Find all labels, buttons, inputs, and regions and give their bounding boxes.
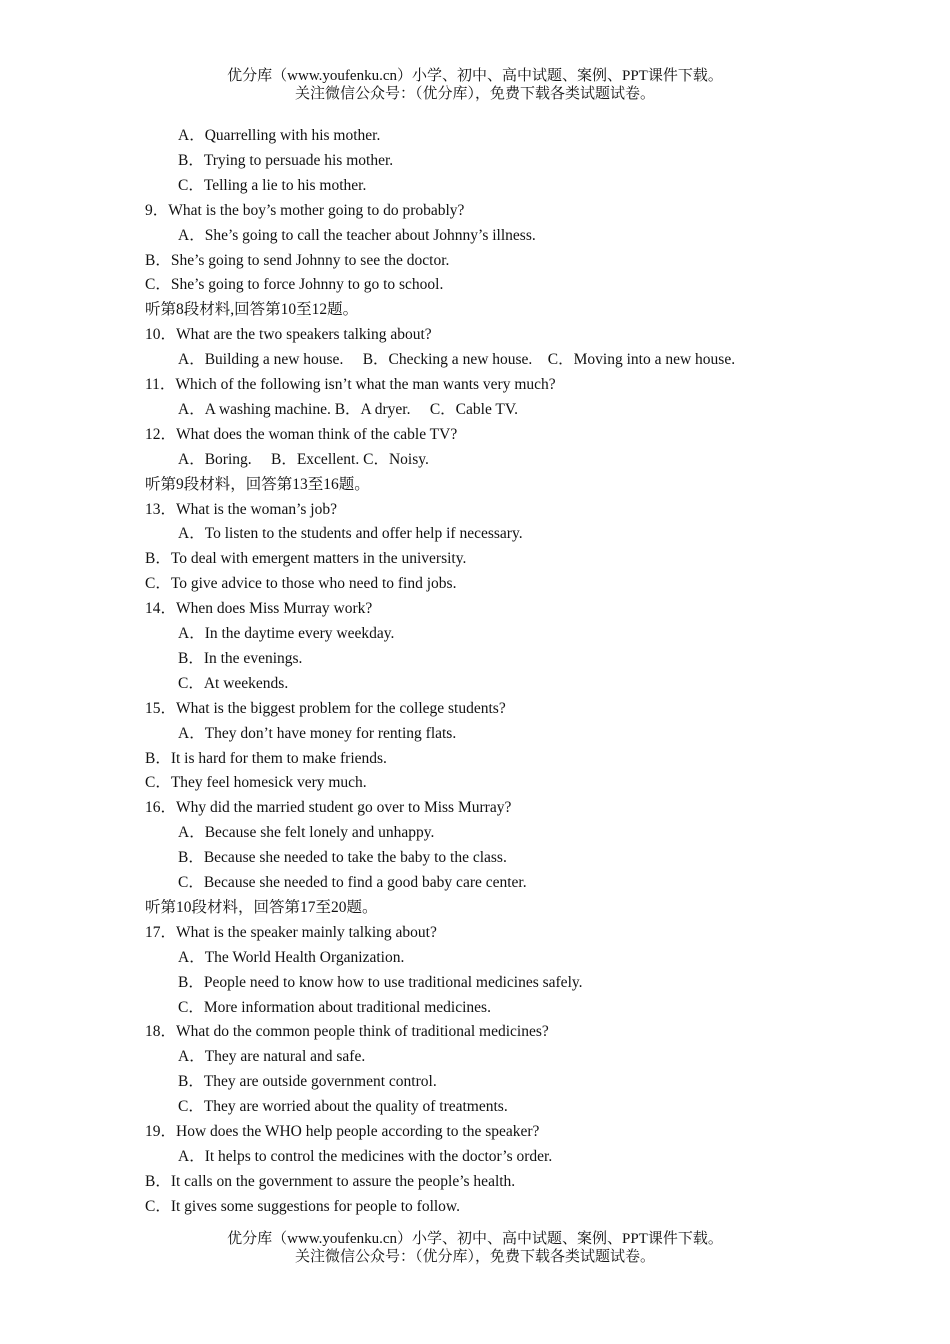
header-line-2: 关注微信公众号：（优分库），免费下载各类试题试卷。 (294, 86, 655, 102)
answer-option: C．More information about traditional medicines. (178, 998, 491, 1016)
answer-option: A．It helps to control the medicines with the doctor’s order. (178, 1147, 553, 1165)
question-line: 10．What are the two speakers talking about? (145, 326, 432, 344)
question-line: 14．When does Miss Murray work? (145, 600, 373, 618)
question-line: 13．What is the woman’s job? (145, 500, 337, 518)
answer-option: A．Boring. B．Excellent. C．Noisy. (178, 450, 429, 468)
question-line: B．To deal with emergent matters in the university. (145, 550, 467, 568)
question-line: C．It gives some suggestions for people to follow. (145, 1197, 460, 1215)
answer-option: B．In the evenings. (178, 649, 303, 667)
footer-line-2: 关注微信公众号：（优分库），免费下载各类试题试卷。 (294, 1249, 655, 1265)
question-line: 15．What is the biggest problem for the college students? (145, 699, 506, 717)
question-line: 9．What is the boy’s mother going to do probably? (145, 201, 465, 219)
question-line: 18．What do the common people think of traditional medicines? (145, 1023, 549, 1041)
answer-option: B．Because she needed to take the baby to the class. (178, 849, 507, 867)
answer-option: B．Trying to persuade his mother. (178, 151, 394, 169)
header-line-1: 优分库（www.youfenku.cn）小学、初中、高中试题、案例、PPT课件下载。 (227, 68, 723, 84)
answer-option: A．The World Health Organization. (178, 948, 405, 966)
answer-option: C．At weekends. (178, 674, 289, 692)
answer-option: A．They don’t have money for renting flats. (178, 724, 457, 742)
question-line: 16．Why did the married student go over to Miss Murray? (145, 799, 512, 817)
answer-option: B．People need to know how to use traditional medicines safely. (178, 973, 583, 991)
answer-option: C．Because she needed to find a good baby care center. (178, 874, 527, 891)
answer-option: B．They are outside government control. (178, 1073, 437, 1091)
answer-option: A．In the daytime every weekday. (178, 625, 395, 642)
question-line: 听第10段材料，回答第17至20题。 (145, 898, 378, 916)
answer-option: A．A washing machine. B．A dryer. C．Cable TV. (178, 400, 518, 418)
question-line: B．It is hard for them to make friends. (145, 749, 387, 767)
question-line: C．To give advice to those who need to find jobs. (145, 575, 457, 593)
answer-option: C．They are worried about the quality of treatments. (178, 1098, 508, 1116)
question-line: 11．Which of the following isn’t what the man wants very much? (145, 376, 556, 393)
page-footer (0, 1230, 950, 1266)
question-line: C．They feel homesick very much. (145, 774, 367, 792)
question-line: 听第9段材料，回答第13至16题。 (145, 475, 370, 493)
question-line: B．It calls on the government to assure the people’s health. (145, 1172, 516, 1190)
answer-option: A．To listen to the students and offer help if necessary. (178, 525, 523, 543)
answer-option: A．Because she felt lonely and unhappy. (178, 824, 435, 842)
answer-option: A．They are natural and safe. (178, 1048, 366, 1066)
page-header (0, 67, 950, 103)
question-line: 19．How does the WHO help people according to the speaker? (145, 1123, 540, 1140)
answer-option: A．Quarrelling with his mother. (178, 127, 381, 144)
question-line: 12．What does the woman think of the cable TV? (145, 425, 458, 443)
footer-line-1: 优分库（www.youfenku.cn）小学、初中、高中试题、案例、PPT课件下载。 (227, 1231, 723, 1247)
question-line: B．She’s going to send Johnny to see the doctor. (145, 251, 450, 269)
answer-option: A．Building a new house. B．Checking a new house. C．Moving into a new house. (178, 351, 736, 369)
answer-option: A．She’s going to call the teacher about Johnny’s illness. (178, 226, 536, 244)
question-line: 听第8段材料,回答第10至12题。 (145, 301, 359, 319)
question-line: C．She’s going to force Johnny to go to school. (145, 276, 444, 294)
answer-option: C．Telling a lie to his mother. (178, 176, 367, 194)
question-line: 17．What is the speaker mainly talking about? (145, 923, 437, 941)
